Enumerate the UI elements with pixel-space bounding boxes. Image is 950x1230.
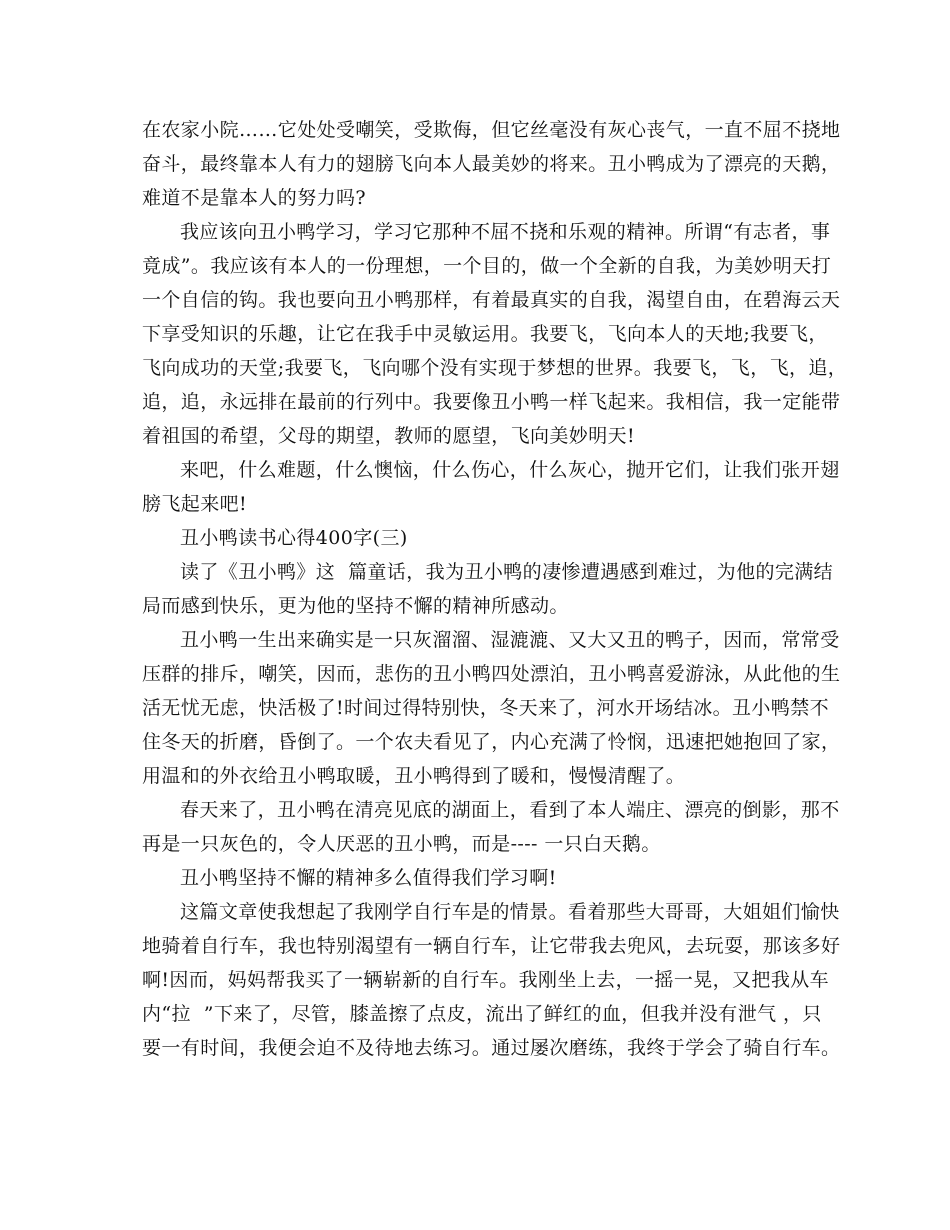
text-line: 下享受知识的乐趣，让它在我手中灵敏运用。我要飞，飞向本人的天地;我要飞， [142, 323, 828, 345]
text-line: 活无忧无虑，快活极了!时间过得特别快，冬天来了，河水开场结冰。丑小鸭禁不 [142, 697, 830, 719]
text-line: 内“拉 ”下来了，尽管，膝盖擦了点皮，流出了鲜红的血，但我并没有泄气 ，只 [142, 1003, 822, 1025]
text-line: 要一有时间，我便会迫不及待地去练习。通过屡次磨练，我终于学会了骑自行车。 [142, 1037, 841, 1059]
document-body [142, 113, 848, 1065]
section-heading: 丑小鸭读书心得400字(三) [180, 527, 408, 549]
text-line: 局而感到快乐，更为他的坚持不懈的精神所感动。 [142, 595, 569, 617]
paragraph-start-line: 丑小鸭坚持不懈的精神多么值得我们学习啊! [180, 867, 557, 889]
paragraph-start-line: 来吧，什么难题，什么懊恼，什么伤心，什么灰心，抛开它们，让我们张开翅 [180, 459, 840, 481]
text-line: 再是一只灰色的，令人厌恶的丑小鸭，而是---- 一只白天鹅。 [142, 833, 661, 855]
text-line: 追，追，永远排在最前的行列中。我要像丑小鸭一样飞起来。我相信，我一定能带 [142, 391, 841, 413]
paragraph-start-line: 读了《丑小鸭》这 篇童话，我为丑小鸭的凄惨遭遇感到难过，为他的完满结 [180, 561, 834, 583]
paragraph-start-line: 丑小鸭一生出来确实是一只灰溜溜、湿漉漉、又大又丑的鸭子，因而，常常受 [180, 629, 840, 651]
text-line: 奋斗，最终靠本人有力的翅膀飞向本人最美妙的将来。丑小鸭成为了漂亮的天鹅， [142, 153, 841, 175]
text-line: 地骑着自行车，我也特别渴望有一辆自行车，让它带我去兜风，去玩耍，那该多好 [142, 935, 841, 957]
text-line: 竟成”。我应该有本人的一份理想，一个目的，做一个全新的自我，为美妙明天打 [142, 255, 832, 277]
text-line: 压群的排斥，嘲笑，因而，悲伤的丑小鸭四处漂泊，丑小鸭喜爱游泳，从此他的生 [142, 663, 841, 685]
paragraph-start-line: 这篇文章使我想起了我刚学自行车是的情景。看着那些大哥哥，大姐姐们愉快 [180, 901, 840, 923]
text-line: 一个自信的钩。我也要向丑小鸭那样，有着最真实的自我，渴望自由，在碧海云天 [142, 289, 841, 311]
text-line: 着祖国的希望，父母的期望，教师的愿望，飞向美妙明天! [142, 425, 636, 447]
text-line: 飞向成功的天堂;我要飞，飞向哪个没有实现于梦想的世界。我要飞，飞，飞，追， [142, 357, 848, 379]
text-line: 住冬天的折磨，昏倒了。一个农夫看见了，内心充满了怜悯，迅速把她抱回了家， [142, 731, 841, 753]
text-line: 啊!因而，妈妈帮我买了一辆崭新的自行车。我刚坐上去，一摇一晃，又把我从车 [142, 969, 830, 991]
paragraph-start-line: 我应该向丑小鸭学习，学习它那种不屈不挠和乐观的精神。所谓“有志者，事 [180, 221, 831, 243]
text-line: 难道不是靠本人的努力吗? [142, 187, 366, 209]
paragraph-start-line: 春天来了，丑小鸭在清亮见底的湖面上，看到了本人端庄、漂亮的倒影，那不 [180, 799, 840, 821]
text-line: 在农家小院……它处处受嘲笑，受欺侮，但它丝毫没有灰心丧气，一直不屈不挠地 [142, 119, 841, 141]
text-line: 用温和的外衣给丑小鸭取暖，丑小鸭得到了暖和，慢慢清醒了。 [142, 765, 686, 787]
text-line: 膀飞起来吧! [142, 493, 248, 515]
